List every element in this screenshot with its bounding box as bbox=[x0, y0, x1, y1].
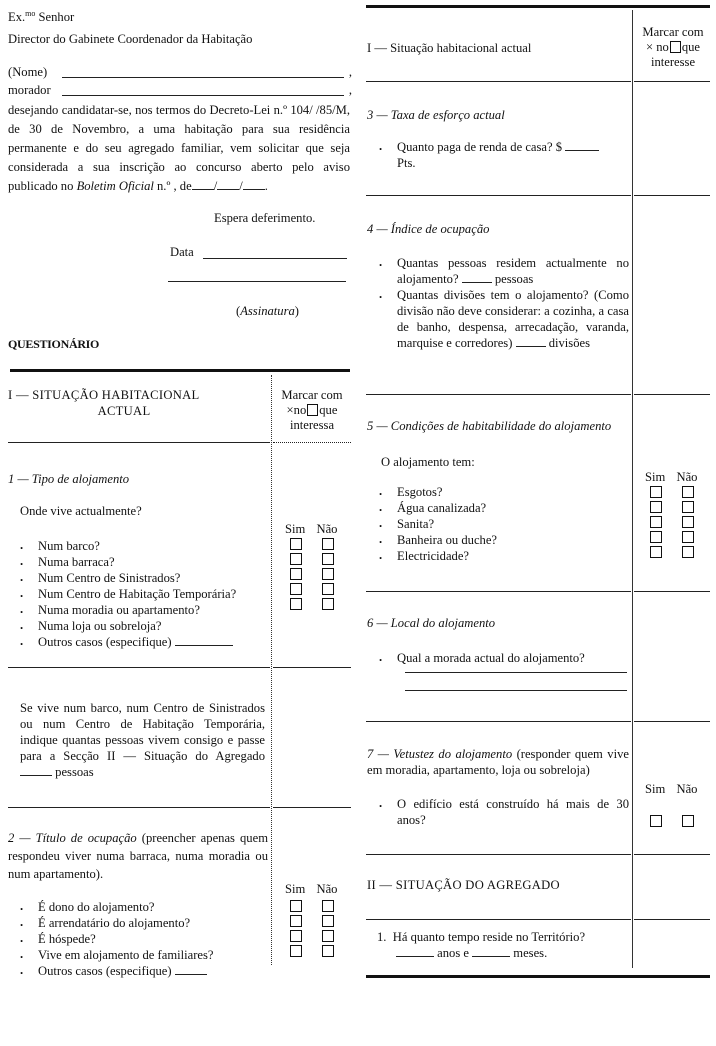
q1-nao-checkbox[interactable] bbox=[322, 583, 334, 595]
q5-sim-nao-header bbox=[645, 469, 697, 485]
q3-item-text: Quanto paga de renda de casa? $ bbox=[397, 140, 563, 154]
data-label: Data bbox=[170, 245, 194, 259]
q5-option: . Electricidade? bbox=[367, 548, 629, 564]
section-ii-q1-number: 1. bbox=[377, 930, 387, 944]
q5-option: . Água canalizada? bbox=[367, 500, 629, 516]
q4-item2-text: Quantas divisões tem o alojamento? (Como divisão não deve considerar: a cozinha, a casa de banho, despensa, arrecadação, varanda, marquise e corredores) bbox=[397, 288, 629, 350]
q4-item bbox=[367, 255, 629, 287]
q2-sim-checkbox[interactable] bbox=[290, 930, 302, 942]
letter-body-text: desejando candidatar-se, nos termos do Decreto-Lei n.º 104/ /85/M, de 30 de Novembro, a uma habitação para sua residência permanente e do seu agregado familiar, vem solicitar que seja considerada a sua inscrição ao concurso aberto pelo aviso publicado no bbox=[8, 103, 350, 193]
rule bbox=[366, 919, 631, 920]
sim-label: Sim bbox=[285, 522, 306, 536]
q5-nao-checkbox[interactable] bbox=[682, 546, 694, 558]
marcar-line1: Marcar com bbox=[642, 25, 704, 39]
q5-sim-checkbox[interactable] bbox=[650, 516, 662, 528]
q1-nao-checkbox[interactable] bbox=[322, 538, 334, 550]
q2-nao-checkbox[interactable] bbox=[322, 900, 334, 912]
q4-item1-suffix: pessoas bbox=[494, 272, 534, 286]
note-text: Se vive num barco, num Centro de Sinistrados ou num Centro de Habitação Temporária, indique quantas pessoas vivem consigo e passe para a Secção II — Situação do Agregado bbox=[20, 701, 265, 763]
nao-label: Não bbox=[676, 470, 698, 484]
marcar-line2 bbox=[272, 403, 352, 418]
paren-close: ) bbox=[294, 304, 299, 318]
q5-option: . Esgotos? bbox=[367, 484, 629, 500]
rule bbox=[366, 854, 631, 855]
q1-other-field[interactable] bbox=[175, 634, 233, 646]
q5-nao-checkbox[interactable] bbox=[682, 501, 694, 513]
q1-nao-checkbox[interactable] bbox=[322, 598, 334, 610]
q3-items bbox=[367, 139, 629, 171]
q7-sim-nao-header bbox=[645, 781, 697, 797]
rule bbox=[366, 195, 631, 196]
letter-body bbox=[8, 101, 350, 196]
q4-items bbox=[367, 255, 629, 351]
anos-field[interactable] bbox=[396, 945, 434, 957]
espera-deferimento: Espera deferimento. bbox=[214, 211, 316, 225]
rule bbox=[634, 394, 710, 395]
note-pessoas-field[interactable] bbox=[20, 764, 52, 776]
q7-number: 7 — bbox=[367, 747, 394, 761]
q5-option: . Sanita? bbox=[367, 516, 629, 532]
q4-item2-suffix: divisões bbox=[548, 336, 590, 350]
q5-checkboxes bbox=[650, 485, 710, 560]
date-day-field[interactable] bbox=[192, 178, 214, 190]
rule bbox=[366, 591, 631, 592]
marcar-que: que bbox=[681, 40, 701, 54]
marcar-line3: interesse bbox=[650, 55, 696, 69]
salutation-prefix: Ex. bbox=[8, 10, 26, 24]
sim-label: Sim bbox=[645, 470, 666, 484]
nome-label: (Nome) bbox=[8, 65, 48, 79]
q7-heading bbox=[367, 746, 629, 778]
q5-options bbox=[367, 484, 629, 564]
q2-checkboxes bbox=[290, 899, 350, 959]
q6-title: Local do alojamento bbox=[390, 616, 496, 630]
nao-label: Não bbox=[676, 782, 698, 796]
q6-morada-field-1[interactable] bbox=[405, 661, 627, 673]
data-field[interactable] bbox=[203, 247, 347, 259]
q3-number: 3 — bbox=[367, 108, 391, 122]
checkbox-icon bbox=[307, 404, 318, 416]
q7-items bbox=[367, 796, 629, 828]
q1-option: . Numa moradia ou apartamento? bbox=[8, 602, 270, 618]
nao-label: Não bbox=[316, 882, 338, 896]
q5-option: . Banheira ou duche? bbox=[367, 532, 629, 548]
nome-comma: , bbox=[348, 65, 352, 79]
q2-option-other bbox=[8, 963, 270, 979]
q5-prompt: O alojamento tem: bbox=[381, 455, 475, 469]
marcar-instructions bbox=[272, 388, 352, 433]
q1-sim-checkbox[interactable] bbox=[290, 598, 302, 610]
q2-nao-checkbox[interactable] bbox=[322, 915, 334, 927]
q5-title: Condições de habitabilidade do alojamento bbox=[390, 419, 612, 433]
q5-nao-checkbox[interactable] bbox=[682, 516, 694, 528]
q1-sim-checkbox[interactable] bbox=[290, 538, 302, 550]
rule bbox=[273, 807, 351, 808]
q6-heading bbox=[367, 615, 495, 631]
q4-item1-text: Quantas pessoas residem actualmente no alojamento? bbox=[397, 256, 629, 286]
salutation bbox=[8, 6, 74, 25]
section-ii-title: II — SITUAÇÃO DO AGREGADO bbox=[367, 878, 560, 892]
right-section-title: I — Situação habitacional actual bbox=[367, 41, 532, 55]
q6-item: . Qual a morada actual do alojamento? bbox=[367, 650, 629, 666]
q1-nao-checkbox[interactable] bbox=[322, 568, 334, 580]
q3-item bbox=[367, 139, 629, 171]
note-suffix: pessoas bbox=[55, 765, 94, 779]
x-mark: × bbox=[286, 403, 294, 417]
q7-item: . O edifício está construído há mais de 30 anos? bbox=[367, 796, 629, 828]
q5-sim-checkbox[interactable] bbox=[650, 546, 662, 558]
salutation-sup: mo bbox=[25, 9, 36, 18]
q6-morada-field-2[interactable] bbox=[405, 679, 627, 691]
q1-option: . Numa barraca? bbox=[8, 554, 270, 570]
marcar-no: no bbox=[293, 403, 307, 417]
anos-label: anos e bbox=[437, 946, 469, 960]
rule bbox=[10, 369, 350, 372]
checkbox-icon bbox=[670, 41, 681, 53]
q1-sim-checkbox[interactable] bbox=[290, 568, 302, 580]
assinatura-text: Assinatura bbox=[240, 304, 295, 318]
q2-option: . É hóspede? bbox=[8, 931, 270, 947]
rule bbox=[366, 5, 710, 8]
rule bbox=[634, 854, 710, 855]
q7-nao-checkbox[interactable] bbox=[682, 815, 694, 827]
note-block bbox=[20, 700, 265, 780]
marcar-que: que bbox=[319, 403, 338, 417]
q2-nao-checkbox[interactable] bbox=[322, 930, 334, 942]
rule bbox=[634, 919, 710, 920]
q2-option: . É dono do alojamento? bbox=[8, 899, 270, 915]
q2-sim-checkbox[interactable] bbox=[290, 915, 302, 927]
q4-title: Índice de ocupação bbox=[390, 222, 490, 236]
q1-number: 1 — bbox=[8, 472, 32, 486]
rule bbox=[634, 195, 710, 196]
date-sep: / bbox=[239, 179, 243, 193]
q2-other-field[interactable] bbox=[175, 963, 207, 975]
q2-heading bbox=[8, 829, 268, 883]
q2-sim-checkbox[interactable] bbox=[290, 945, 302, 957]
rule bbox=[366, 975, 710, 978]
morador-label: morador bbox=[8, 83, 51, 97]
q1-nao-checkbox[interactable] bbox=[322, 553, 334, 565]
section-title-line2: ACTUAL bbox=[97, 404, 151, 418]
q2-options bbox=[8, 899, 270, 979]
rule bbox=[8, 667, 270, 668]
q3-pts: Pts. bbox=[397, 156, 416, 170]
q2-title: Título de ocupação bbox=[35, 831, 137, 845]
q2-desc: (preencher apenas quem respondeu viver numa barraca, numa moradia ou num apartamento). bbox=[8, 831, 268, 881]
q4-number: 4 — bbox=[367, 222, 391, 236]
date-sep: / bbox=[213, 179, 218, 193]
q1-sim-checkbox[interactable] bbox=[290, 553, 302, 565]
q1-option: . Num Centro de Sinistrados? bbox=[8, 570, 270, 586]
q1-options bbox=[8, 538, 270, 650]
q1-sim-nao-header bbox=[285, 521, 337, 537]
sim-label: Sim bbox=[645, 782, 666, 796]
rule bbox=[366, 81, 631, 82]
q1-option: . Numa loja ou sobreloja? bbox=[8, 618, 270, 634]
morador-row bbox=[8, 82, 352, 98]
signature-line[interactable] bbox=[168, 270, 346, 282]
nome-row bbox=[8, 64, 352, 80]
rule bbox=[634, 591, 710, 592]
q2-sim-nao-header bbox=[285, 881, 337, 897]
q1-checkboxes bbox=[290, 537, 350, 612]
salutation-suffix: Senhor bbox=[35, 10, 75, 24]
q1-option-other bbox=[8, 634, 270, 650]
q6-number: 6 — bbox=[367, 616, 391, 630]
q1-sim-checkbox[interactable] bbox=[290, 583, 302, 595]
period: . bbox=[264, 179, 268, 193]
rule bbox=[8, 442, 270, 443]
rule bbox=[366, 394, 631, 395]
q5-heading bbox=[367, 418, 611, 434]
q5-sim-checkbox[interactable] bbox=[650, 501, 662, 513]
sim-label: Sim bbox=[285, 882, 306, 896]
q1-heading bbox=[8, 471, 129, 487]
q2-option: . Vive em alojamento de familiares? bbox=[8, 947, 270, 963]
rule bbox=[273, 442, 351, 443]
rule bbox=[634, 721, 710, 722]
q7-sim-checkbox[interactable] bbox=[650, 815, 662, 827]
q7-checkboxes bbox=[650, 814, 710, 829]
q3-title: Taxa de esforço actual bbox=[390, 108, 505, 122]
morador-field[interactable] bbox=[62, 84, 344, 96]
marcar-line1: Marcar com bbox=[281, 388, 343, 402]
paren-open: ( bbox=[236, 304, 241, 318]
boletim-oficial: Boletim Oficial bbox=[76, 179, 154, 193]
q4-divisoes-field[interactable] bbox=[516, 335, 546, 347]
assinatura-label bbox=[236, 303, 299, 319]
q1-option: . Num Centro de Habitação Temporária? bbox=[8, 586, 270, 602]
rule bbox=[366, 721, 631, 722]
q5-number: 5 — bbox=[367, 419, 391, 433]
section-ii-q1 bbox=[377, 929, 631, 961]
meses-field[interactable] bbox=[472, 945, 510, 957]
section-title-line1: I — SITUAÇÃO HABITACIONAL bbox=[8, 388, 200, 402]
q4-item bbox=[367, 287, 629, 351]
section-i-title bbox=[8, 387, 270, 419]
q5-sim-checkbox[interactable] bbox=[650, 531, 662, 543]
letter-body-text-2: n.º , de bbox=[153, 179, 192, 193]
q1-option-other-label: Outros casos (especifique) bbox=[38, 635, 172, 649]
q1-title: Tipo de alojamento bbox=[31, 472, 130, 486]
q4-pessoas-field[interactable] bbox=[462, 271, 492, 283]
q2-number: 2 — bbox=[8, 831, 36, 845]
questionario-title: QUESTIONÁRIO bbox=[8, 337, 100, 351]
q1-prompt: Onde vive actualmente? bbox=[20, 504, 142, 518]
marcar-line3: interessa bbox=[289, 418, 335, 432]
q2-sim-checkbox[interactable] bbox=[290, 900, 302, 912]
column-divider bbox=[632, 10, 633, 968]
data-row bbox=[170, 244, 194, 260]
q2-option-other-label: Outros casos (especifique) bbox=[38, 964, 172, 978]
marcar-line2 bbox=[634, 40, 712, 55]
addressee: Director do Gabinete Coordenador da Habitação bbox=[8, 32, 253, 46]
section-ii-q1-text: Há quanto tempo reside no Território? bbox=[392, 930, 586, 944]
q3-renda-field[interactable] bbox=[565, 139, 599, 151]
q7-desc: (responder quem vive em moradia, apartamento, loja ou sobreloja) bbox=[367, 747, 629, 777]
date-month-field[interactable] bbox=[217, 178, 239, 190]
rule bbox=[8, 807, 270, 808]
x-mark: × bbox=[645, 40, 654, 54]
marcar-no: no bbox=[656, 40, 669, 54]
column-divider bbox=[271, 375, 272, 965]
meses-label: meses. bbox=[513, 946, 548, 960]
q2-option: . É arrendatário do alojamento? bbox=[8, 915, 270, 931]
rule bbox=[634, 81, 710, 82]
q5-sim-checkbox[interactable] bbox=[650, 486, 662, 498]
q5-nao-checkbox[interactable] bbox=[682, 531, 694, 543]
q3-heading bbox=[367, 107, 505, 123]
q4-heading bbox=[367, 221, 489, 237]
q7-title: Vetustez do alojamento bbox=[393, 747, 513, 761]
rule bbox=[273, 667, 351, 668]
q1-option: . Num barco? bbox=[8, 538, 270, 554]
nao-label: Não bbox=[316, 522, 338, 536]
q2-nao-checkbox[interactable] bbox=[322, 945, 334, 957]
q5-nao-checkbox[interactable] bbox=[682, 486, 694, 498]
nome-field[interactable] bbox=[62, 66, 344, 78]
date-year-field[interactable] bbox=[243, 178, 265, 190]
morador-comma: , bbox=[348, 83, 352, 97]
marcar-instructions bbox=[634, 25, 712, 70]
